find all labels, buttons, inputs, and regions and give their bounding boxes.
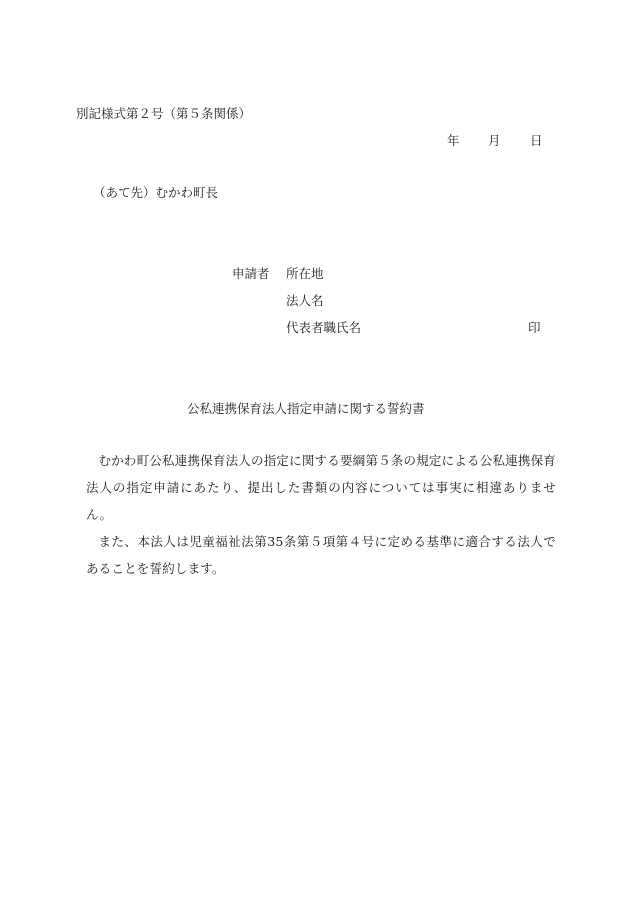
date-day-label: 日: [530, 133, 543, 148]
pledge-paragraph-1: むかわ町公私連携保育法人の指定に関する要綱第５条の規定による公私連携保育法人の指定申請にあたり、提出した書類の内容については事実に相違ありません。: [86, 453, 556, 522]
pledge-paragraph-2: また、本法人は児童福祉法第35条第５項第４号に定める基準に適合する法人であることを誓約します。: [86, 534, 556, 576]
document-title: 公私連携保育法人指定申請に関する誓約書: [187, 401, 425, 416]
pledge-body: [86, 447, 556, 582]
address-label: 所在地: [286, 266, 324, 281]
corporation-name-label: 法人名: [286, 293, 324, 308]
seal-mark: 印: [528, 320, 541, 335]
form-number: 別記様式第２号（第５条関係）: [76, 106, 252, 121]
date-year-label: 年: [447, 133, 460, 148]
addressee: （あて先）むかわ町長: [93, 185, 219, 200]
date-month-label: 月: [488, 133, 501, 148]
applicant-label: 申請者: [232, 266, 270, 281]
representative-label: 代表者職氏名: [286, 320, 362, 335]
